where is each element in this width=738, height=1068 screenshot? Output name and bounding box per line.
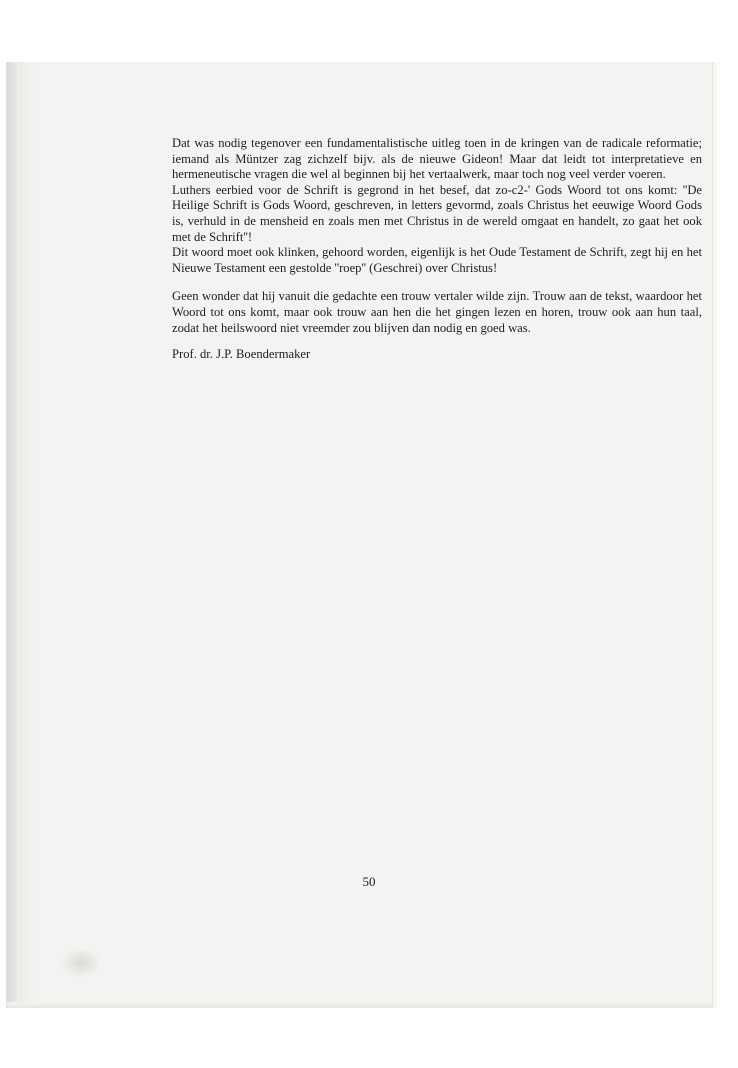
page-number: 50 (362, 874, 376, 889)
paragraph-3: Dit woord moet ook klinken, gehoord worden, eigenlijk is het Oude Testament de Schrift, zegt hij en het Nieuwe Testament een gestolde ''roep'' (Geschrei) over Christus! (172, 245, 702, 275)
book-spine-edge (712, 62, 720, 1008)
page-smudge (61, 948, 101, 978)
paragraph-1: Dat was nodig tegenover een fundamentalistische uitleg toen in de kringen van de radicale reformatie; iemand als Müntzer zag zichzelf bijv. als de nieuwe Gideon! Maar dat leidt tot interpretatieve en hermeneutische vragen die wel al beginnen bij het vertaalwerk, maar toch nog veel verder voeren. (172, 136, 702, 182)
paragraph-2: Luthers eerbied voor de Schrift is gegrond in het besef, dat zo-c2-' Gods Woord tot ons komt: ''De Heilige Schrift is Gods Woord, geschreven, in letters gevormd, zoals Christus het eeuwige Woord Gods is, verhuld in de mensheid en zoals men met Christus in de wereld omgaat en handelt, zo gaat het ook met de Schrift''! (172, 182, 702, 244)
page-text-block (172, 136, 702, 363)
page-edges (7, 62, 41, 1008)
paragraph-4: Geen wonder dat hij vanuit die gedachte een trouw vertaler wilde zijn. Trouw aan de tekst, waardoor het Woord tot ons komt, maar ook trouw aan hen die het gingen lezen en horen, trouw ook aan hun taal, zodat het heilswoord niet vreemder zou blijven dan nodig en goed was. (172, 289, 702, 335)
author-signature: Prof. dr. J.P. Boendermaker (172, 347, 311, 362)
paragraph-gap (172, 276, 702, 289)
page-bottom-edge (7, 1002, 713, 1008)
